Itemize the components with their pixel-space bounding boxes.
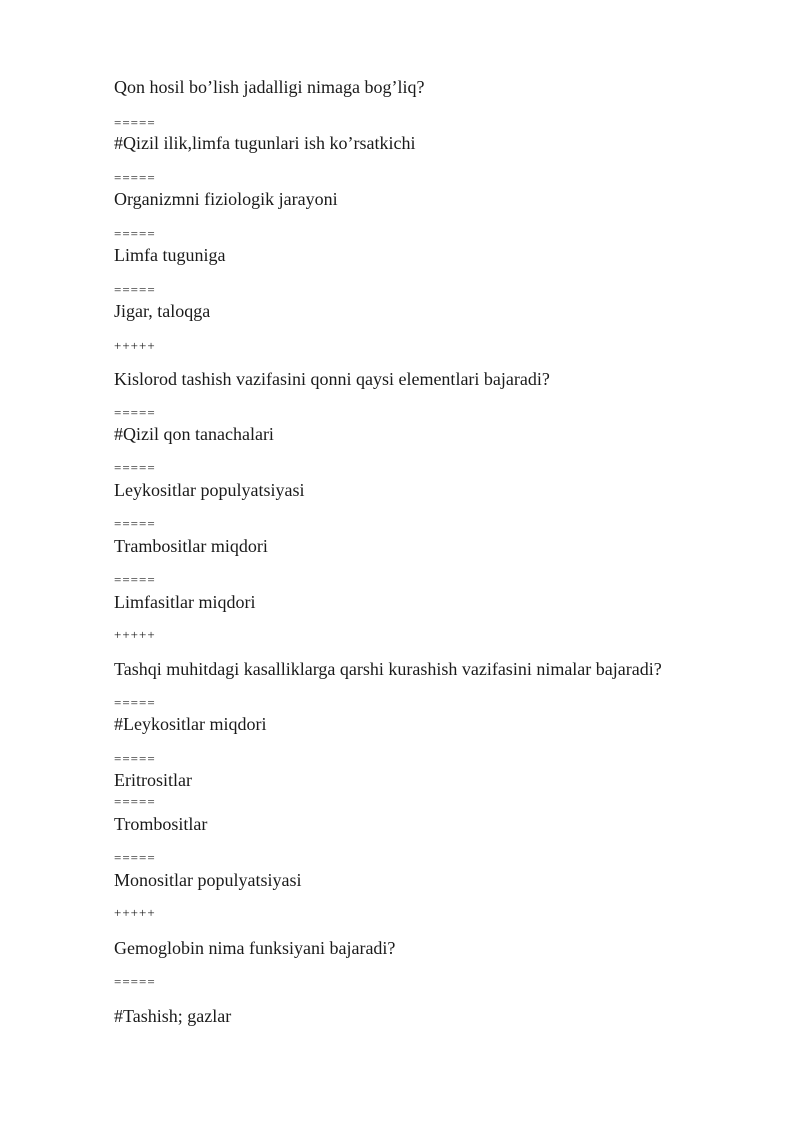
answer-separator: ===== (114, 850, 156, 865)
answer-separator: ===== (114, 516, 156, 531)
answer-separator: ===== (114, 794, 156, 809)
answer-separator: ===== (114, 695, 156, 710)
answer-option: Trombositlar (114, 814, 208, 834)
answer-option: Trambositlar miqdori (114, 536, 268, 556)
answer-option: Limfa tuguniga (114, 245, 226, 265)
question-separator: +++++ (114, 905, 156, 920)
answer-separator: ===== (114, 226, 156, 241)
answer-option: Leykositlar populyatsiyasi (114, 480, 305, 500)
answer-separator: ===== (114, 974, 156, 989)
answer-separator: ===== (114, 572, 156, 587)
answer-option: Jigar, taloqga (114, 301, 211, 321)
answer-separator: ===== (114, 460, 156, 475)
answer-option: Limfasitlar miqdori (114, 592, 256, 612)
question-1: Qon hosil bo’lish jadalligi nimaga bog’liq? (114, 77, 425, 97)
answer-separator: ===== (114, 115, 156, 130)
question-4: Gemoglobin nima funksiyani bajaradi? (114, 938, 396, 958)
answer-separator: ===== (114, 282, 156, 297)
question-3: Tashqi muhitdagi kasalliklarga qarshi kurashish vazifasini nimalar bajaradi? (114, 659, 662, 679)
question-2: Kislorod tashish vazifasini qonni qaysi elementlari bajaradi? (114, 369, 550, 389)
answer-option: Organizmni fiziologik jarayoni (114, 189, 338, 209)
answer-option: Monositlar populyatsiyasi (114, 870, 302, 890)
answer-option-correct: #Tashish; gazlar (114, 1006, 232, 1026)
answer-option-correct: #Qizil ilik,limfa tugunlari ish ko’rsatkichi (114, 133, 416, 153)
answer-separator: ===== (114, 170, 156, 185)
question-separator: +++++ (114, 627, 156, 642)
answer-option-correct: #Qizil qon tanachalari (114, 424, 274, 444)
answer-option: Eritrositlar (114, 770, 192, 790)
answer-separator: ===== (114, 405, 156, 420)
question-separator: +++++ (114, 338, 156, 353)
answer-separator: ===== (114, 751, 156, 766)
answer-option-correct: #Leykositlar miqdori (114, 714, 267, 734)
